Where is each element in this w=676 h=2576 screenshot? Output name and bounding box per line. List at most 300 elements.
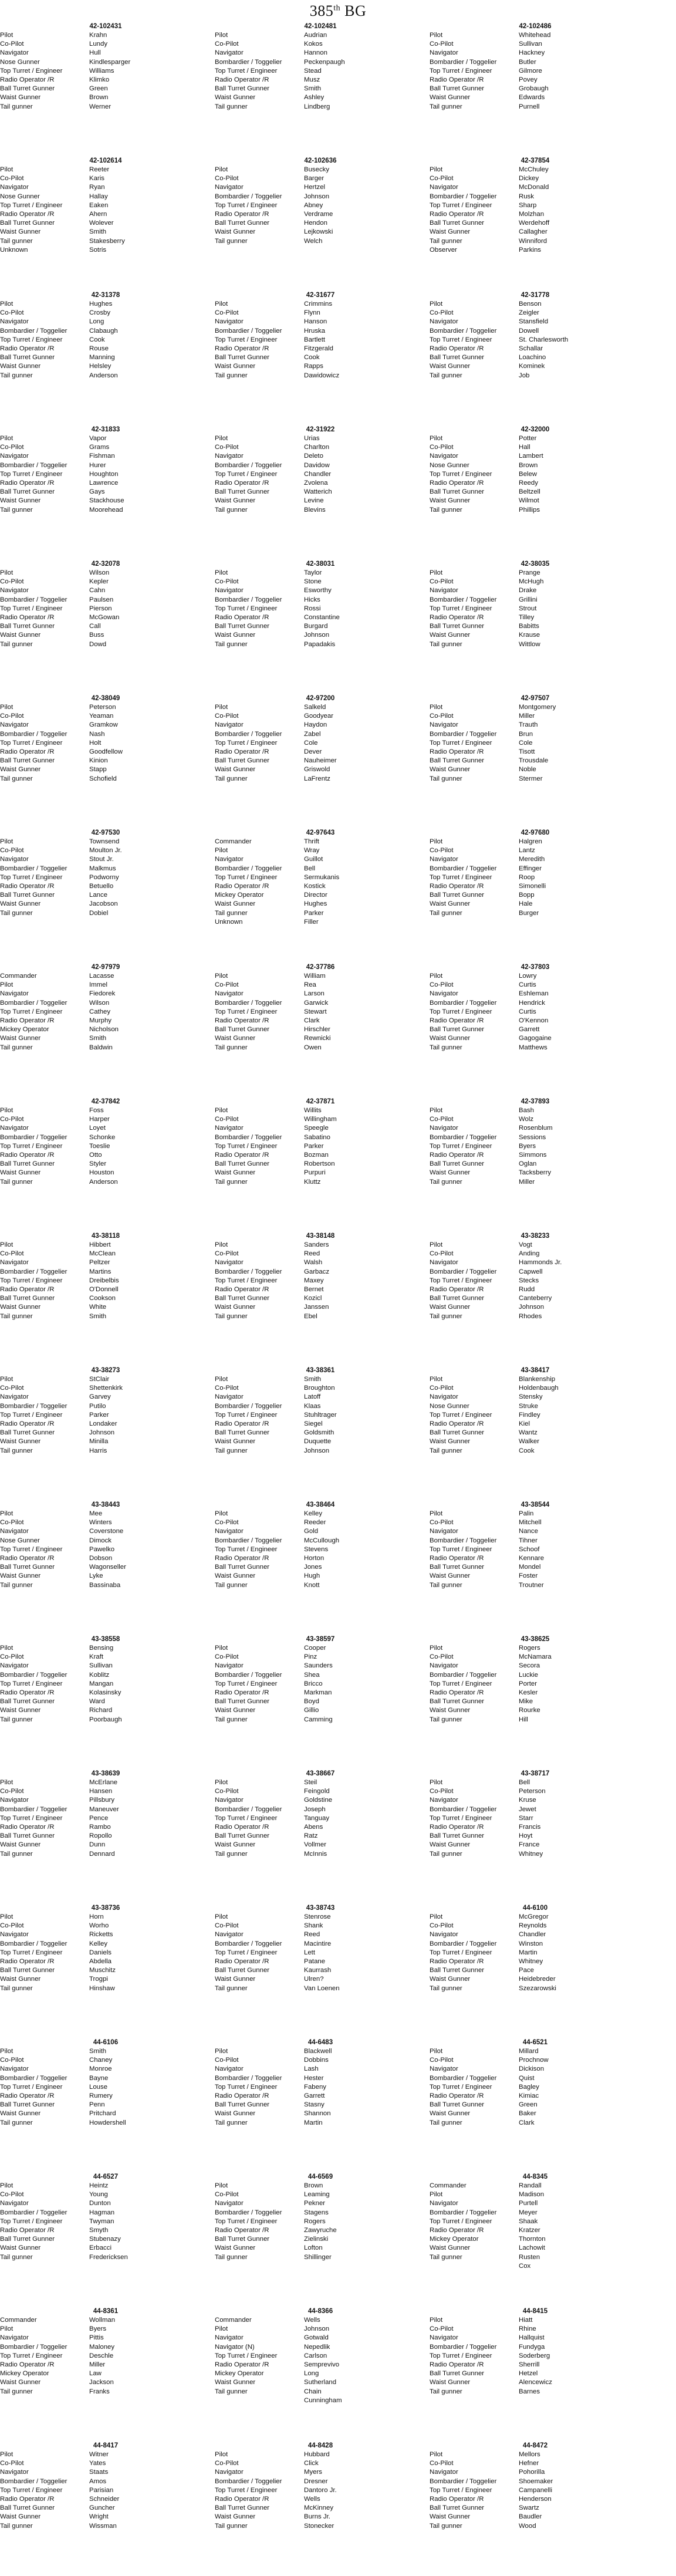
- crew-role: Ball Turret Gunner: [0, 1832, 55, 1840]
- crew-role: Co-Pilot: [430, 1519, 454, 1527]
- crew-role: Waist Gunner: [215, 497, 256, 505]
- crew-role: Co-Pilot: [215, 1250, 239, 1258]
- crew-name: Janssen: [304, 1304, 329, 1311]
- crew-name: Lyke: [89, 1572, 103, 1580]
- crew-role: Top Turret / Engineer: [215, 1142, 278, 1150]
- crew-role: Co-Pilot: [430, 1116, 454, 1123]
- crew-member-row: [430, 900, 641, 909]
- crew-name: Pritchard: [89, 2110, 116, 2118]
- crew-role: Waist Gunner: [215, 1438, 256, 1446]
- crew-member-row: [0, 1653, 211, 1662]
- crew-role: Ball Turret Gunner: [430, 354, 485, 362]
- crew-role: Co-Pilot: [0, 1788, 24, 1795]
- crew-name: Foss: [89, 1107, 104, 1114]
- crew-name: Szezarowski: [519, 1984, 556, 1992]
- crew-member-row: [215, 193, 426, 201]
- crew-member-row: [430, 1420, 641, 1429]
- crew-name: Mee: [89, 1510, 103, 1517]
- crew-member-row: [215, 49, 426, 58]
- crew-name: Reynolds: [519, 1922, 547, 1930]
- crew-role: Top Turret / Engineer: [215, 1680, 278, 1687]
- crew-name: Cook: [519, 1447, 535, 1454]
- crew-role: Ball Turret Gunner: [215, 757, 270, 765]
- crew-role: Co-Pilot: [430, 1788, 454, 1795]
- crew-member-row: [215, 2217, 426, 2226]
- crew-member-row: [215, 1563, 426, 1572]
- crew-name: Sabatino: [304, 1133, 330, 1141]
- crew-member-row: [430, 228, 641, 237]
- crew-role: Waist Gunner: [0, 1976, 41, 1983]
- crew-name: Hiatt: [519, 2317, 533, 2324]
- crew-block: [215, 2038, 426, 2173]
- crew-role: Waist Gunner: [215, 766, 256, 774]
- crew-member-row: [430, 327, 641, 336]
- crew-role: Top Turret / Engineer: [430, 1277, 492, 1284]
- crew-name: Hoyt: [519, 1832, 533, 1840]
- crew-member-row: [430, 1545, 641, 1554]
- crew-member-row: [430, 1778, 641, 1787]
- crew-member-row: [215, 838, 426, 846]
- crew-member-row: [430, 1303, 641, 1312]
- crew-name: Parker: [304, 909, 324, 917]
- crew-member-row: [215, 712, 426, 721]
- crew-name: Lachowit: [519, 2244, 545, 2252]
- crew-name: Brown: [304, 2182, 323, 2189]
- crew-block: [215, 157, 426, 291]
- crew-role: Tail gunner: [0, 2522, 33, 2530]
- crew-role: Pilot: [0, 435, 13, 442]
- crew-role: Bombardier / Toggelier: [0, 1805, 67, 1813]
- crew-block: [215, 2442, 426, 2576]
- crew-name: Wells: [304, 2495, 320, 2503]
- crew-member-row: [430, 775, 641, 784]
- crew-member-row: [0, 2226, 211, 2235]
- crew-role: Waist Gunner: [0, 497, 41, 505]
- crew-member-row: [0, 1178, 211, 1187]
- crew-name: Robertson: [304, 1160, 335, 1168]
- crew-member-row: [215, 1796, 426, 1805]
- crew-member-row: [215, 2083, 426, 2092]
- crew-member-row: [0, 613, 211, 622]
- crew-name: Schallar: [519, 345, 543, 352]
- crew-name: Toeslie: [89, 1142, 110, 1150]
- crew-member-row: [215, 1277, 426, 1285]
- crew-name: Starr: [519, 1814, 533, 1822]
- crew-member-row: [430, 596, 641, 605]
- crew-role: Bombardier / Toggelier: [215, 461, 282, 469]
- crew-member-row: [215, 1384, 426, 1393]
- crew-member-row: [0, 1554, 211, 1563]
- crew-member-row: [0, 2209, 211, 2217]
- crew-name: Hagman: [89, 2209, 115, 2216]
- crew-member-row: [0, 362, 211, 371]
- crew-name: Buss: [89, 632, 104, 639]
- crew-role: Co-Pilot: [430, 444, 454, 451]
- crew-member-row: [0, 2378, 211, 2387]
- crew-name: Gramkow: [89, 721, 118, 729]
- crew-member-row: [430, 1796, 641, 1805]
- crew-member-row: [0, 174, 211, 183]
- crew-role: Pilot: [430, 1107, 443, 1114]
- crew-member-row: [0, 210, 211, 219]
- crew-name: Reedy: [519, 479, 538, 487]
- crew-name: Rusk: [519, 193, 534, 200]
- crew-role: Ball Turret Gunner: [430, 1295, 485, 1302]
- crew-member-row: [215, 855, 426, 864]
- crew-role: Pilot: [430, 32, 443, 39]
- crew-member-row: [0, 981, 211, 990]
- crew-member-row: [215, 578, 426, 586]
- crew-name: Cathey: [89, 1008, 111, 1015]
- crew-role: Waist Gunner: [215, 2244, 256, 2252]
- crew-member-row: [0, 2343, 211, 2352]
- crew-member-row: [215, 1841, 426, 1849]
- crew-name: Wood: [519, 2522, 536, 2530]
- crew-role: Co-Pilot: [430, 309, 454, 317]
- crew-member-row: [0, 1008, 211, 1017]
- crew-member-row: [0, 1697, 211, 1706]
- crew-name: Penn: [89, 2101, 105, 2109]
- crew-name: Witner: [89, 2451, 109, 2458]
- crew-name: Willits: [304, 1107, 322, 1114]
- crew-role: Waist Gunner: [215, 1707, 256, 1714]
- crew-name: Yeaman: [89, 713, 114, 720]
- crew-role: Co-Pilot: [0, 2191, 24, 2199]
- crew-name: Hallquist: [519, 2334, 545, 2342]
- crew-member-row: [430, 865, 641, 873]
- crew-member-row: [430, 1178, 641, 1187]
- crew-name: Rea: [304, 981, 316, 989]
- crew-role: Top Turret / Engineer: [430, 201, 492, 209]
- crew-role: Top Turret / Engineer: [0, 1814, 63, 1822]
- aircraft-serial: 43-38443: [91, 1501, 120, 1508]
- crew-member-row: [0, 990, 211, 998]
- crew-member-row: [430, 183, 641, 192]
- crew-member-row: [0, 345, 211, 353]
- crew-name: Bell: [304, 865, 315, 872]
- aircraft-serial: 43-38233: [520, 1233, 550, 1240]
- crew-member-row: [215, 2056, 426, 2065]
- crew-role: Tail gunner: [0, 1312, 33, 1320]
- crew-name: Speegle: [304, 1125, 329, 1132]
- crew-role: Top Turret / Engineer: [215, 336, 278, 343]
- crew-name: Barger: [304, 175, 325, 183]
- crew-name: Larson: [304, 990, 325, 998]
- crew-role: Pilot: [0, 981, 13, 989]
- crew-name: Staats: [89, 2469, 109, 2476]
- crew-role: Radio Operator /R: [0, 1689, 55, 1696]
- crew-role: Pilot: [430, 704, 443, 711]
- crew-member-row: [430, 1680, 641, 1689]
- crew-name: Welch: [304, 237, 323, 245]
- crew-name: Klaas: [304, 1402, 321, 1410]
- crew-member-row: [215, 739, 426, 748]
- crew-role: Radio Operator /R: [0, 1151, 55, 1159]
- crew-name: LaFrentz: [304, 775, 330, 782]
- crew-role: Navigator: [215, 2200, 244, 2207]
- crew-member-row: [0, 1814, 211, 1823]
- crew-name: Reeter: [89, 166, 110, 173]
- crew-name: Richard: [89, 1707, 113, 1714]
- crew-member-row: [215, 443, 426, 452]
- crew-name: Francis: [519, 1823, 541, 1831]
- crew-member-row: [215, 1778, 426, 1787]
- crew-role: Waist Gunner: [430, 1572, 471, 1580]
- crew-name: Rouse: [89, 345, 109, 352]
- crew-member-row: [430, 578, 641, 586]
- crew-member-row: [430, 631, 641, 640]
- crew-role: Ball Turret Gunner: [215, 85, 270, 93]
- crew-role: Bombardier / Toggelier: [215, 1537, 282, 1544]
- crew-name: Hansen: [89, 1788, 113, 1795]
- crew-role: Bombardier / Toggelier: [0, 461, 67, 469]
- crew-name: McGowan: [89, 613, 120, 621]
- crew-role: Tail gunner: [430, 2119, 462, 2126]
- crew-block: [0, 2442, 211, 2576]
- crew-role: Radio Operator /R: [215, 1957, 269, 1965]
- crew-block: [215, 963, 426, 1098]
- crew-role: Navigator: [0, 587, 29, 595]
- crew-role: Waist Gunner: [215, 2379, 256, 2386]
- crew-member-row: [0, 1025, 211, 1034]
- crew-member-row: [0, 1303, 211, 1312]
- crew-name: StClair: [89, 1376, 110, 1383]
- crew-role: Bombardier / Toggelier: [430, 865, 497, 872]
- crew-member-row: [0, 336, 211, 345]
- crew-member-row: [215, 353, 426, 362]
- crew-role: Waist Gunner: [430, 497, 471, 505]
- crew-name: Dobbins: [304, 2057, 329, 2064]
- crew-role: Navigator: [0, 1662, 29, 1670]
- crew-block: [0, 1232, 211, 1366]
- crew-member-row: [215, 2119, 426, 2128]
- crew-name: Dickison: [519, 2065, 545, 2073]
- crew-role: Ball Turret Gunner: [215, 1832, 270, 1840]
- crew-member-row: [430, 309, 641, 318]
- crew-member-row: [430, 1160, 641, 1169]
- crew-role: Waist Gunner: [0, 2244, 41, 2252]
- crew-role: Tail gunner: [0, 2253, 33, 2261]
- crew-name: Markman: [304, 1689, 332, 1696]
- crew-member-row: [430, 85, 641, 93]
- crew-member-row: [0, 1437, 211, 1446]
- aircraft-serial: 44-6521: [522, 2039, 548, 2046]
- crew-role: Waist Gunner: [0, 1304, 41, 1311]
- crew-member-row: [215, 461, 426, 470]
- crew-name: Gotwald: [304, 2334, 329, 2342]
- crew-role: Radio Operator /R: [0, 1420, 55, 1427]
- crew-name: Sanders: [304, 1241, 329, 1248]
- crew-member-row: [430, 2388, 641, 2396]
- crew-role: Pilot: [215, 2182, 228, 2189]
- crew-role: Navigator: [430, 721, 458, 729]
- crew-role: Top Turret / Engineer: [430, 605, 492, 612]
- crew-role: Top Turret / Engineer: [215, 67, 278, 75]
- crew-role: Top Turret / Engineer: [215, 1008, 278, 1015]
- crew-role: Pilot: [0, 1241, 13, 1248]
- crew-member-row: [430, 2083, 641, 2092]
- crew-role: Radio Operator /R: [215, 2495, 269, 2503]
- crew-member-row: [215, 2244, 426, 2253]
- crew-member-row: [430, 2513, 641, 2521]
- crew-member-row: [215, 1178, 426, 1187]
- crew-block: [430, 1232, 641, 1366]
- crew-name: Sharp: [519, 201, 537, 209]
- crew-block: [430, 22, 641, 157]
- crew-member-row: [215, 1697, 426, 1706]
- crew-role: Top Turret / Engineer: [430, 1545, 492, 1553]
- crew-role: Radio Operator /R: [215, 1823, 269, 1831]
- crew-role: Navigator: [430, 1797, 458, 1804]
- crew-name: Gays: [89, 488, 105, 496]
- crew-member-row: [0, 443, 211, 452]
- crew-name: Cooper: [304, 1645, 326, 1652]
- crew-name: Wittlow: [519, 640, 540, 648]
- crew-member-row: [215, 1518, 426, 1527]
- crew-member-row: [430, 622, 641, 631]
- crew-role: Radio Operator /R: [0, 613, 55, 621]
- crew-member-row: [215, 1572, 426, 1581]
- crew-member-row: [215, 730, 426, 739]
- aircraft-serial: 44-8472: [522, 2442, 548, 2449]
- crew-member-row: [0, 2065, 211, 2074]
- crew-name: Brown: [519, 461, 538, 469]
- crew-member-row: [0, 31, 211, 40]
- crew-name: Verdrame: [304, 210, 333, 218]
- crew-member-row: [0, 353, 211, 362]
- crew-role: Pilot: [215, 704, 228, 711]
- crew-name: Whitehead: [519, 32, 551, 39]
- crew-member-row: [0, 372, 211, 380]
- crew-member-row: [430, 67, 641, 76]
- crew-member-row: [0, 1787, 211, 1796]
- crew-member-row: [430, 76, 641, 85]
- crew-name: Barnes: [519, 2388, 540, 2395]
- crew-name: Levine: [304, 497, 324, 505]
- crew-role: Radio Operator /R: [0, 2092, 55, 2099]
- crew-role: Pilot: [430, 2317, 443, 2324]
- crew-name: Ebel: [304, 1312, 317, 1320]
- crew-member-row: [430, 2209, 641, 2217]
- crew-name: Kennare: [519, 1554, 545, 1562]
- crew-name: Blackwell: [304, 2048, 332, 2055]
- crew-role: Top Turret / Engineer: [0, 470, 63, 478]
- crew-role: Radio Operator /R: [0, 345, 55, 352]
- crew-name: Winters: [89, 1519, 112, 1527]
- crew-name: Patane: [304, 1957, 326, 1965]
- crew-name: Hanson: [304, 318, 327, 326]
- crew-role: Top Turret / Engineer: [430, 470, 492, 478]
- crew-member-row: [430, 219, 641, 228]
- page-title: [0, 2, 676, 20]
- crew-member-row: [215, 1250, 426, 1258]
- crew-member-row: [430, 1133, 641, 1142]
- crew-member-row: [215, 1151, 426, 1160]
- crew-name: Stubenazy: [89, 2236, 121, 2243]
- crew-role: Top Turret / Engineer: [215, 470, 278, 478]
- crew-name: Pawelko: [89, 1545, 115, 1553]
- crew-role: Tail gunner: [430, 2253, 462, 2261]
- crew-name: Martin: [519, 1949, 538, 1956]
- crew-name: Podworny: [89, 873, 119, 881]
- crew-name: Schneider: [89, 2495, 120, 2503]
- crew-name: Maxey: [304, 1277, 324, 1284]
- crew-role: Co-Pilot: [430, 2460, 454, 2467]
- crew-member-row: [430, 1429, 641, 1437]
- crew-name: St. Charlesworth: [519, 336, 569, 343]
- crew-name: Burgard: [304, 623, 328, 630]
- crew-role: Ball Turret Gunner: [430, 757, 485, 765]
- crew-member-row: [430, 103, 641, 112]
- crew-name: McChuley: [519, 166, 549, 173]
- crew-block: [0, 1770, 211, 1904]
- crew-role: Ball Turret Gunner: [0, 2101, 55, 2109]
- crew-member-row: [430, 1044, 641, 1052]
- crew-role: Bombardier / Toggelier: [215, 2074, 282, 2082]
- crew-name: Lejkowski: [304, 228, 333, 236]
- crew-role: Top Turret / Engineer: [0, 2217, 63, 2225]
- aircraft-serial: 43-38558: [91, 1636, 120, 1643]
- crew-role: Bombardier / Toggelier: [215, 730, 282, 738]
- crew-member-row: [0, 2352, 211, 2361]
- crew-role: Navigator: [430, 2065, 458, 2073]
- crew-member-row: [215, 1644, 426, 1653]
- crew-member-row: [430, 640, 641, 649]
- crew-member-row: [215, 1393, 426, 1402]
- aircraft-serial: 43-38148: [306, 1233, 335, 1240]
- crew-member-row: [0, 1384, 211, 1393]
- crew-name: Vollmer: [304, 1841, 326, 1849]
- crew-name: O'Donnell: [89, 1285, 119, 1293]
- crew-name: Bagley: [519, 2083, 539, 2091]
- crew-member-row: [430, 174, 641, 183]
- crew-name: Wray: [304, 847, 320, 855]
- crew-member-row: [215, 1805, 426, 1814]
- crew-member-row: [430, 1268, 641, 1277]
- crew-member-row: [430, 1025, 641, 1034]
- crew-role: Observer: [430, 246, 457, 254]
- crew-role: Co-Pilot: [215, 2057, 239, 2064]
- crew-name: Miller: [519, 1178, 535, 1186]
- crew-name: Bayne: [89, 2074, 109, 2082]
- crew-role: Radio Operator /R: [430, 1420, 484, 1427]
- crew-name: Paulsen: [89, 596, 114, 603]
- crew-role: Navigator: [430, 1259, 458, 1267]
- crew-role: Top Turret / Engineer: [215, 2486, 278, 2494]
- crew-role: Tail gunner: [430, 103, 462, 110]
- crew-member-row: [0, 640, 211, 649]
- crew-role: Mickey Operator: [215, 892, 264, 899]
- crew-member-row: [0, 2109, 211, 2118]
- crew-role: Bombardier / Toggelier: [0, 2477, 67, 2485]
- crew-role: Mickey Operator: [430, 2236, 479, 2243]
- crew-member-row: [0, 201, 211, 210]
- crew-name: Smyth: [89, 2226, 109, 2234]
- crew-member-row: [430, 2190, 641, 2199]
- crew-role: Commander: [430, 2182, 467, 2189]
- crew-role: Radio Operator /R: [430, 2226, 484, 2234]
- crew-name: Guncher: [89, 2504, 115, 2512]
- crew-member-row: [0, 2361, 211, 2369]
- crew-name: McClean: [89, 1250, 116, 1258]
- crew-name: Bassinaba: [89, 1581, 121, 1589]
- crew-member-row: [215, 882, 426, 891]
- crew-role: Pilot: [215, 569, 228, 576]
- crew-role: Bombardier / Toggelier: [430, 1805, 497, 1813]
- crew-role: Ball Turret Gunner: [430, 220, 485, 227]
- crew-name: Bopp: [519, 892, 535, 899]
- crew-role: Ball Turret Gunner: [215, 2101, 270, 2109]
